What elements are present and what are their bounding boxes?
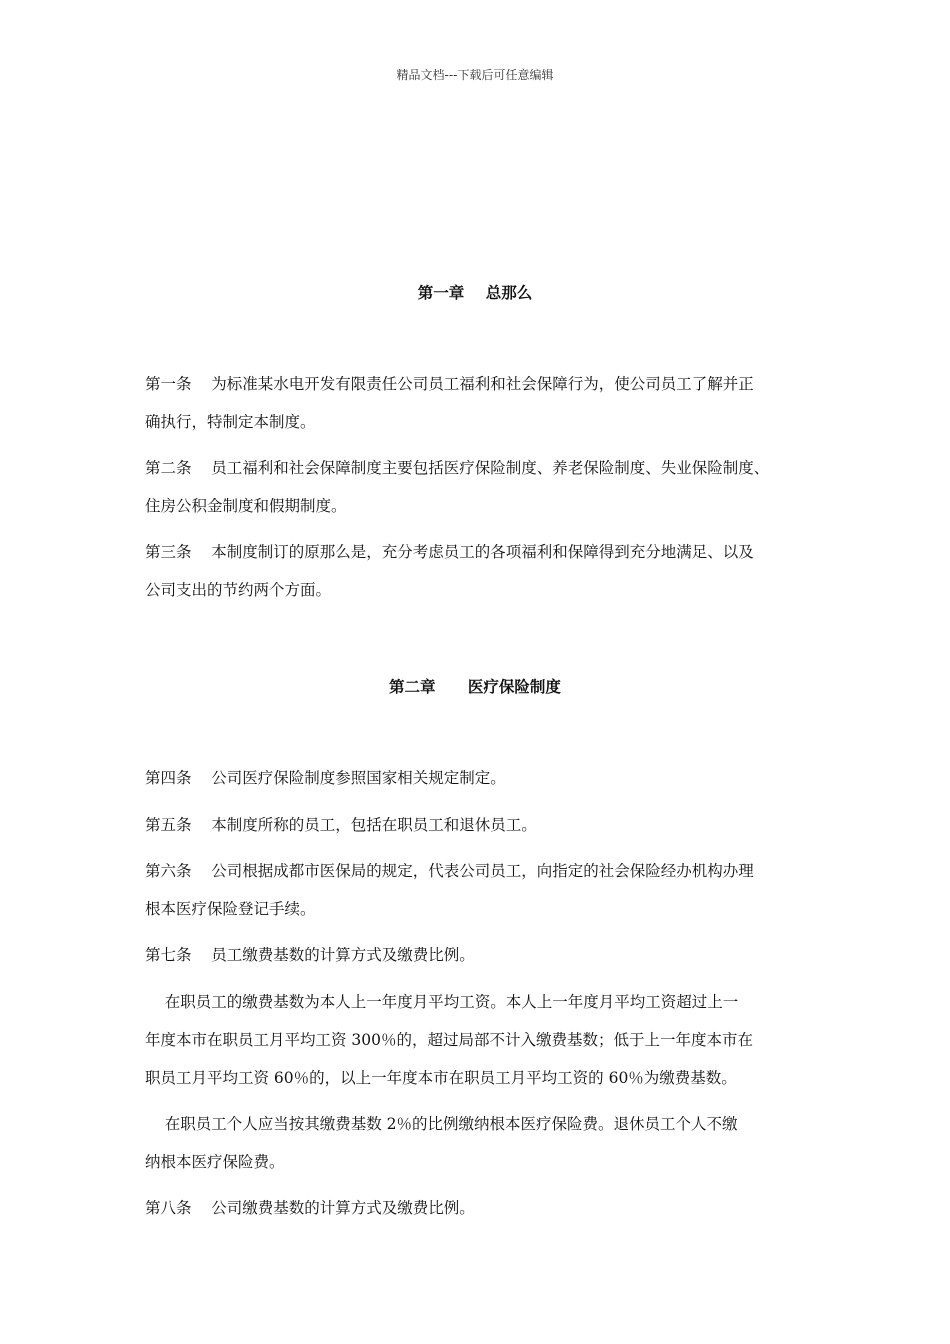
article-7-paragraph-contribution-base (145, 983, 817, 1097)
article-2-line-2: 住房公积金制度和假期制度。 (145, 497, 347, 515)
article-7 (145, 936, 817, 974)
article-6-line-1: 第六条 公司根据成都市医保局的规定，代表公司员工，向指定的社会保险经办机构办理 (145, 862, 754, 880)
article-1 (145, 365, 817, 441)
article-2-line-1: 第二条 员工福利和社会保障制度主要包括医疗保险制度、养老保险制度、失业保险制度、 (145, 459, 770, 477)
article-2 (145, 449, 817, 525)
article-7-paragraph-contribution-rate (145, 1105, 817, 1181)
chapter-1-title: 第一章 总那么 (417, 284, 533, 302)
article-3-line-2: 公司支出的节约两个方面。 (145, 581, 332, 599)
contribution-base-line-1: 在职员工的缴费基数为本人上一年度月平均工资。本人上一年度月平均工资超过上一 (145, 993, 739, 1011)
article-1-line-1: 第一条 为标准某水电开发有限责任公司员工福利和社会保障行为，使公司员工了解并正 (145, 375, 754, 393)
article-7-line-1: 第七条 员工缴费基数的计算方式及缴费比例。 (145, 946, 475, 964)
article-4-line-1: 第四条 公司医疗保险制度参照国家相关规定制定。 (145, 769, 506, 787)
chapter-2-title: 第二章 医疗保险制度 (389, 678, 561, 696)
contribution-base-line-2: 年度本市在职员工月平均工资 300％的，超过局部不计入缴费基数；低于上一年度本市在 (145, 1031, 754, 1049)
article-1-line-2: 确执行，特制定本制度。 (145, 413, 316, 431)
article-6 (145, 852, 817, 928)
article-5 (145, 806, 817, 844)
article-6-line-2: 根本医疗保险登记手续。 (145, 900, 316, 918)
contribution-base-line-3: 职员工月平均工资 60％的，以上一年度本市在职员工月平均工资的 60％为缴费基数。 (145, 1069, 737, 1087)
article-8-line-1: 第八条 公司缴费基数的计算方式及缴费比例。 (145, 1199, 475, 1217)
page-header: 精品文档---下载后可任意编辑 (396, 68, 554, 82)
contribution-rate-line-2: 纳根本医疗保险费。 (145, 1153, 285, 1171)
article-3-line-1: 第三条 本制度制订的原那么是，充分考虑员工的各项福利和保障得到充分地满足、以及 (145, 543, 754, 561)
article-5-line-1: 第五条 本制度所称的员工，包括在职员工和退休员工。 (145, 816, 537, 834)
article-4 (145, 759, 817, 797)
contribution-rate-line-1: 在职员工个人应当按其缴费基数 2％的比例缴纳根本医疗保险费。退休员工个人不缴 (145, 1115, 738, 1133)
article-3 (145, 533, 817, 609)
article-8 (145, 1189, 817, 1227)
